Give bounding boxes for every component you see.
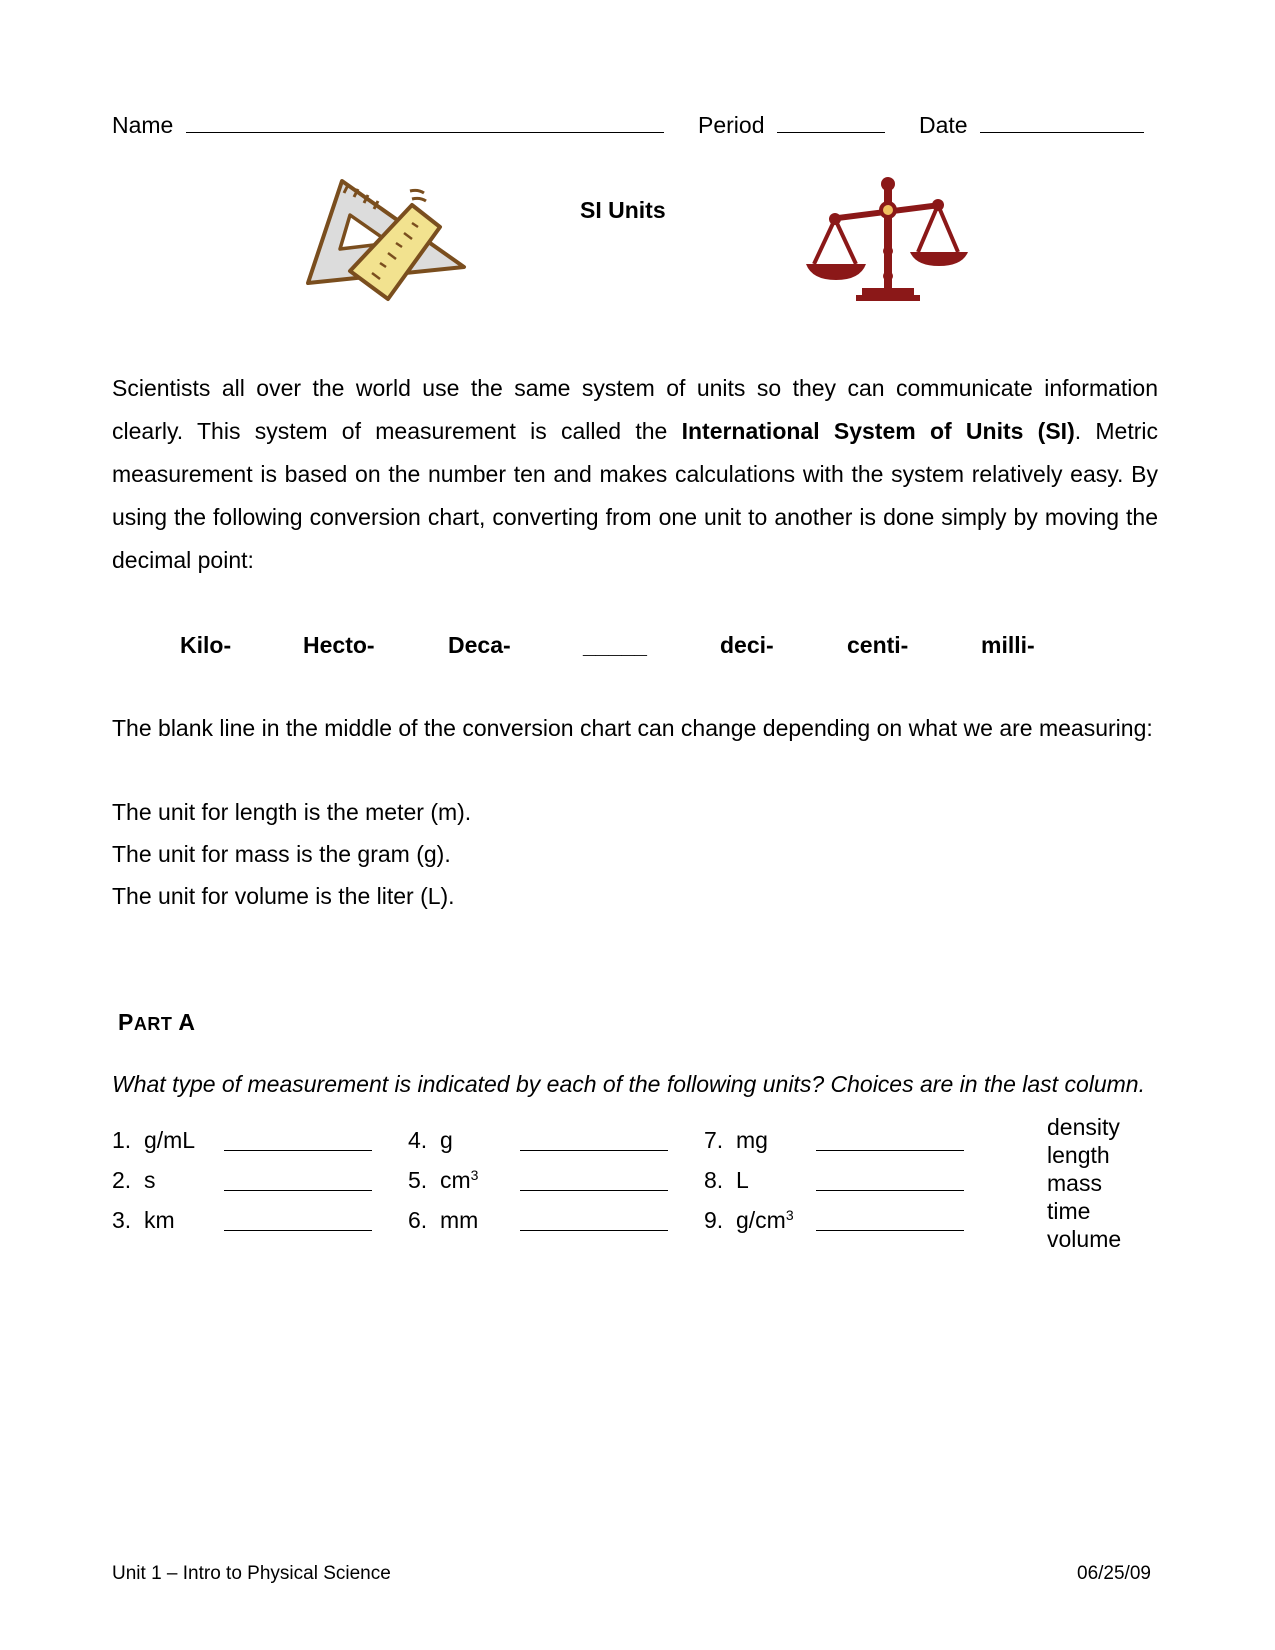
intro-paragraph [112,367,1158,582]
item-number: 5. [408,1167,428,1193]
intro-bold-term: International System of Units (SI) [681,418,1075,444]
answer-line-1[interactable] [224,1150,372,1151]
footer-unit-title: Unit 1 – Intro to Physical Science [112,1563,391,1584]
period-field [698,111,885,139]
item-unit: g [439,1127,453,1153]
item-number: 1. [112,1127,132,1153]
part-a-label-a: A [172,1009,196,1035]
answer-line-8[interactable] [816,1190,964,1191]
name-input[interactable] [186,112,664,133]
name-label: Name [112,112,174,138]
explanation-paragraph: The blank line in the middle of the conversion chart can change depending on what we are measuring: [112,715,1153,741]
item-unit: s [143,1167,156,1193]
name-field [112,111,664,139]
balance-scale-icon [800,176,975,311]
date-input[interactable] [980,112,1144,133]
item-number: 9. [704,1207,724,1233]
prefix-deca: Deca- [448,632,511,658]
item-unit: g/mL [143,1127,196,1153]
part-a-label-p: P [118,1009,134,1035]
ruler-triangle-icon [300,175,470,305]
intro-text-b: . Metric measurement is based on the number ten and makes calculations with the system relatively easy. By using the following conversion chart, converting from one unit to another is done simply by moving the decimal point: [112,418,1158,573]
prefix-centi: centi- [847,632,909,658]
choice-time: time [1047,1198,1091,1224]
item-number: 7. [704,1127,724,1153]
prefix-hecto: Hecto- [303,632,375,658]
choice-density: density [1047,1114,1120,1140]
item-7 [704,1126,768,1154]
intro-text-a: Scientists all over the world use the same system of units so they can communicate information clearly. This system of measurement is called the [112,375,1158,444]
part-a-question: What type of measurement is indicated by each of the following units? Choices are in the last column. [112,1071,1145,1097]
item-5 [408,1166,478,1194]
item-unit: g/cm [735,1207,786,1233]
date-field [919,111,1144,139]
answer-line-4[interactable] [520,1150,668,1151]
item-unit: km [143,1207,175,1233]
item-number: 4. [408,1127,428,1153]
item-number: 6. [408,1207,428,1233]
item-unit: mm [439,1207,479,1233]
answer-line-3[interactable] [224,1230,372,1231]
answer-line-2[interactable] [224,1190,372,1191]
prefix-deci: deci- [720,632,774,658]
period-label: Period [698,112,765,138]
unit-length-text: The unit for length is the meter (m). [112,799,472,825]
prefix-blank: _____ [583,632,647,658]
answer-line-6[interactable] [520,1230,668,1231]
item-unit: cm [439,1167,471,1193]
item-unit: mg [735,1127,768,1153]
date-label: Date [919,112,968,138]
prefix-milli: milli- [981,632,1035,658]
item-superscript: 3 [470,1167,479,1183]
item-4 [408,1126,453,1154]
item-number: 3. [112,1207,132,1233]
answer-line-9[interactable] [816,1230,964,1231]
item-superscript: 3 [785,1207,794,1223]
page-title: SI Units [580,197,666,223]
item-8 [704,1166,749,1194]
period-input[interactable] [777,112,885,133]
answer-line-5[interactable] [520,1190,668,1191]
answer-line-7[interactable] [816,1150,964,1151]
item-number: 8. [704,1167,724,1193]
item-3 [112,1206,175,1234]
choice-volume: volume [1047,1226,1122,1252]
footer-date: 06/25/09 [1077,1563,1151,1584]
unit-volume-text: The unit for volume is the liter (L). [112,883,455,909]
choice-length: length [1047,1142,1110,1168]
prefix-kilo: Kilo- [180,632,232,658]
item-6 [408,1206,478,1234]
item-unit: L [735,1167,749,1193]
item-number: 2. [112,1167,132,1193]
choice-mass: mass [1047,1170,1102,1196]
part-a-label-art: ART [133,1014,173,1034]
unit-mass-text: The unit for mass is the gram (g). [112,841,451,867]
item-2 [112,1166,155,1194]
part-a-heading [118,1009,196,1036]
item-1 [112,1126,195,1154]
item-9 [704,1206,794,1234]
